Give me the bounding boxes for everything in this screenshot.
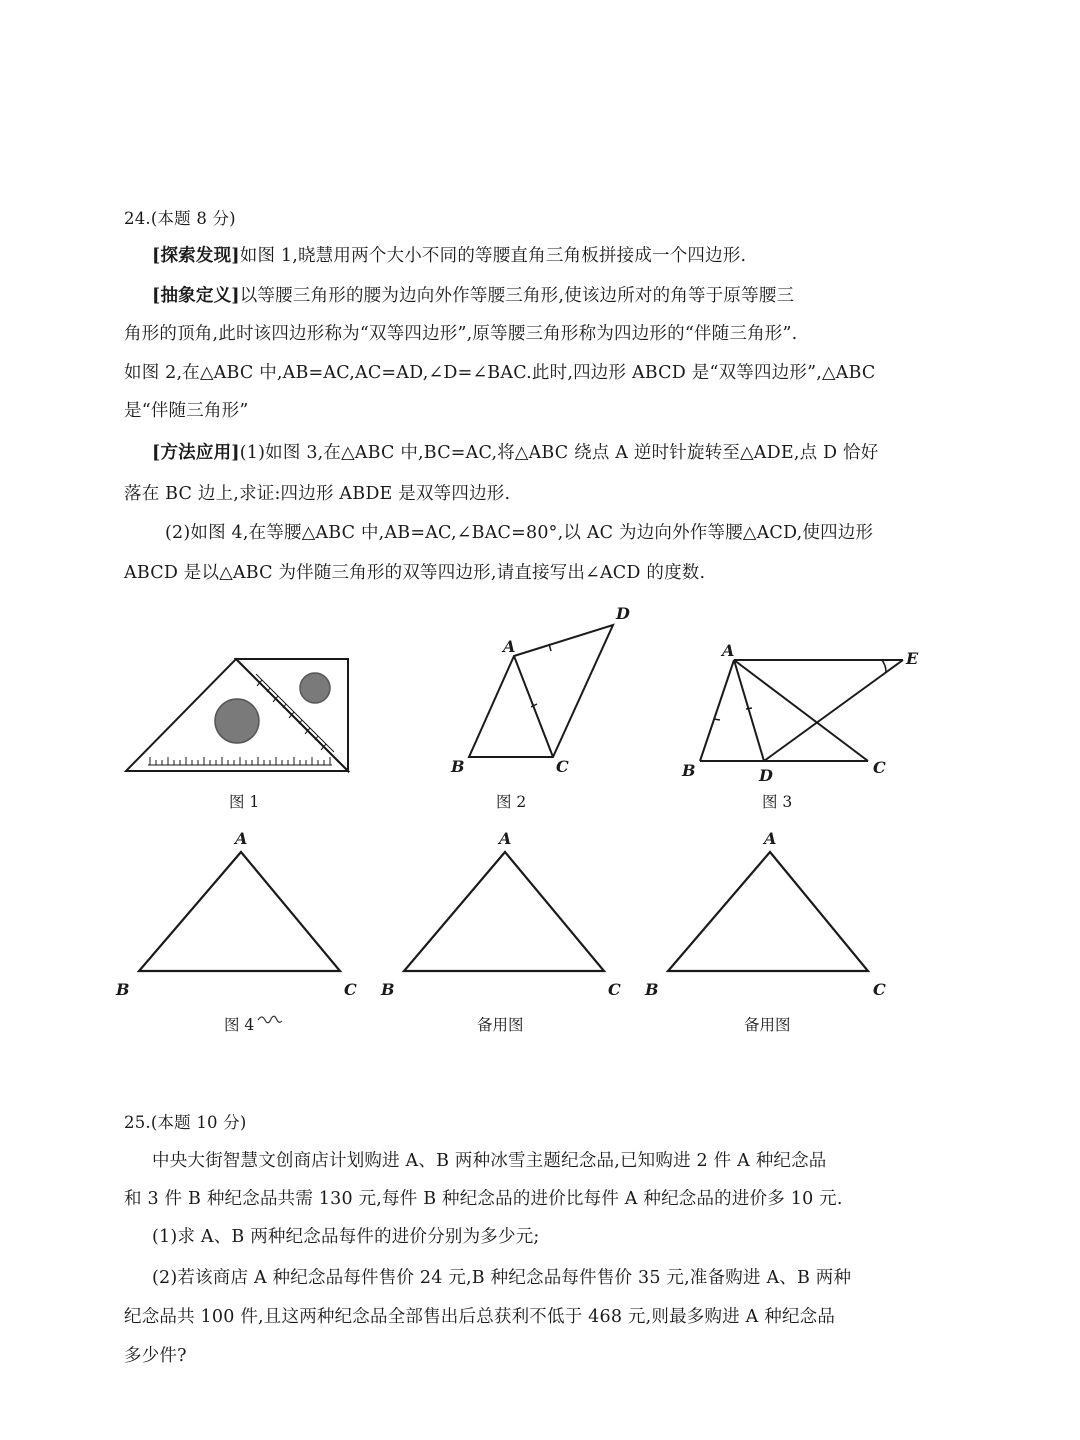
fig2-label-c: C xyxy=(556,757,569,776)
q25-line-6: 多少件? xyxy=(124,1346,187,1366)
q25-line-2: 和 3 件 B 种纪念品共需 130 元,每件 B 种纪念品的进价比每件 A 种纪念品的进价多 10 元. xyxy=(124,1189,843,1209)
tick-ab xyxy=(714,719,720,720)
segment-ac xyxy=(734,660,868,761)
fig3-label-b: B xyxy=(682,761,696,780)
large-hole xyxy=(215,699,259,743)
method-line-1: (1)如图 3,在△ABC 中,BC=AC,将△ABC 绕点 A 逆时针旋转至△ADE,点 D 恰好 xyxy=(239,443,879,463)
q25-line-3: (1)求 A、B 两种纪念品每件的进价分别为多少元; xyxy=(152,1227,540,1247)
fig2-label-d: D xyxy=(616,604,630,623)
define-tag: [抽象定义] xyxy=(152,286,240,306)
fig2-label-a: A xyxy=(503,637,516,656)
fig4-label-b: B xyxy=(116,980,130,999)
segment-ab xyxy=(700,660,734,761)
fig3-label-e: E xyxy=(906,649,919,668)
angle-mark-e xyxy=(882,660,886,672)
fig4-label-c: C xyxy=(344,980,357,999)
tick-ad xyxy=(746,708,752,709)
define-line-4: 是“伴随三角形” xyxy=(124,401,249,421)
q25-line-1: 中央大街智慧文创商店计划购进 A、B 两种冰雪主题纪念品,已知购进 2 件 A 种纪念品 xyxy=(152,1151,827,1171)
spare2-label-b: B xyxy=(645,980,659,999)
figure-2 xyxy=(469,625,613,757)
fig3-caption: 图 3 xyxy=(762,793,793,811)
spare-2-triangle xyxy=(668,852,868,971)
small-hole xyxy=(300,673,330,703)
spare2-label-c: C xyxy=(873,980,886,999)
fig2-caption: 图 2 xyxy=(496,793,527,811)
figure-3 xyxy=(700,660,903,761)
figure-4-triangle xyxy=(139,852,340,971)
figure-1 xyxy=(126,659,348,771)
spare1-label-c: C xyxy=(608,980,621,999)
fig3-label-a: A xyxy=(722,641,735,660)
explore-text: 如图 1,晓慧用两个大小不同的等腰直角三角板拼接成一个四边形. xyxy=(239,246,747,266)
method-line-3: (2)如图 4,在等腰△ABC 中,AB=AC,∠BAC=80°,以 AC 为边向外作等腰△ACD,使四边形 xyxy=(165,523,874,543)
method-tag: [方法应用] xyxy=(152,443,240,463)
explore-tag: [探索发现] xyxy=(152,246,240,266)
q25-line-5: 纪念品共 100 件,且这两种纪念品全部售出后总获利不低于 468 元,则最多购进 A 种纪念品 xyxy=(124,1307,836,1327)
spare-1-triangle xyxy=(404,852,604,971)
spare1-label-b: B xyxy=(381,980,395,999)
q24-header: 24.(本题 8 分) xyxy=(124,209,236,228)
q25-line-4: (2)若该商店 A 种纪念品每件售价 24 元,B 种纪念品每件售价 35 元,准备购进 A、B 两种 xyxy=(152,1268,852,1288)
fig1-caption: 图 1 xyxy=(229,793,260,811)
spare1-label-a: A xyxy=(499,829,512,848)
define-line-2: 角形的顶角,此时该四边形称为“双等四边形”,原等腰三角形称为四边形的“伴随三角形”. xyxy=(124,324,798,344)
fig4-caption: 图 4 xyxy=(224,1016,255,1034)
q25-header: 25.(本题 10 分) xyxy=(124,1113,247,1132)
fig3-label-d: D xyxy=(759,766,773,785)
segment-de xyxy=(764,660,903,761)
spare1-caption: 备用图 xyxy=(477,1016,524,1034)
define-line-3: 如图 2,在△ABC 中,AB=AC,AC=AD,∠D=∠BAC.此时,四边形 ABCD 是“双等四边形”,△ABC xyxy=(124,363,876,383)
spare2-caption: 备用图 xyxy=(744,1016,791,1034)
segment-ad xyxy=(734,660,764,761)
fig3-label-c: C xyxy=(873,758,886,777)
define-line-1: 以等腰三角形的腰为边向外作等腰三角形,使该边所对的角等于原等腰三 xyxy=(239,286,795,306)
spare2-label-a: A xyxy=(764,829,777,848)
ruler-ticks xyxy=(150,757,330,765)
handwritten-scribble xyxy=(258,1016,282,1023)
method-line-4: ABCD 是以△ABC 为伴随三角形的双等四边形,请直接写出∠ACD 的度数. xyxy=(124,563,706,583)
fig4-label-a: A xyxy=(235,829,248,848)
method-line-2: 落在 BC 边上,求证:四边形 ABDE 是双等四边形. xyxy=(124,484,511,504)
fig2-label-b: B xyxy=(451,757,465,776)
quad-abcd xyxy=(469,625,613,757)
